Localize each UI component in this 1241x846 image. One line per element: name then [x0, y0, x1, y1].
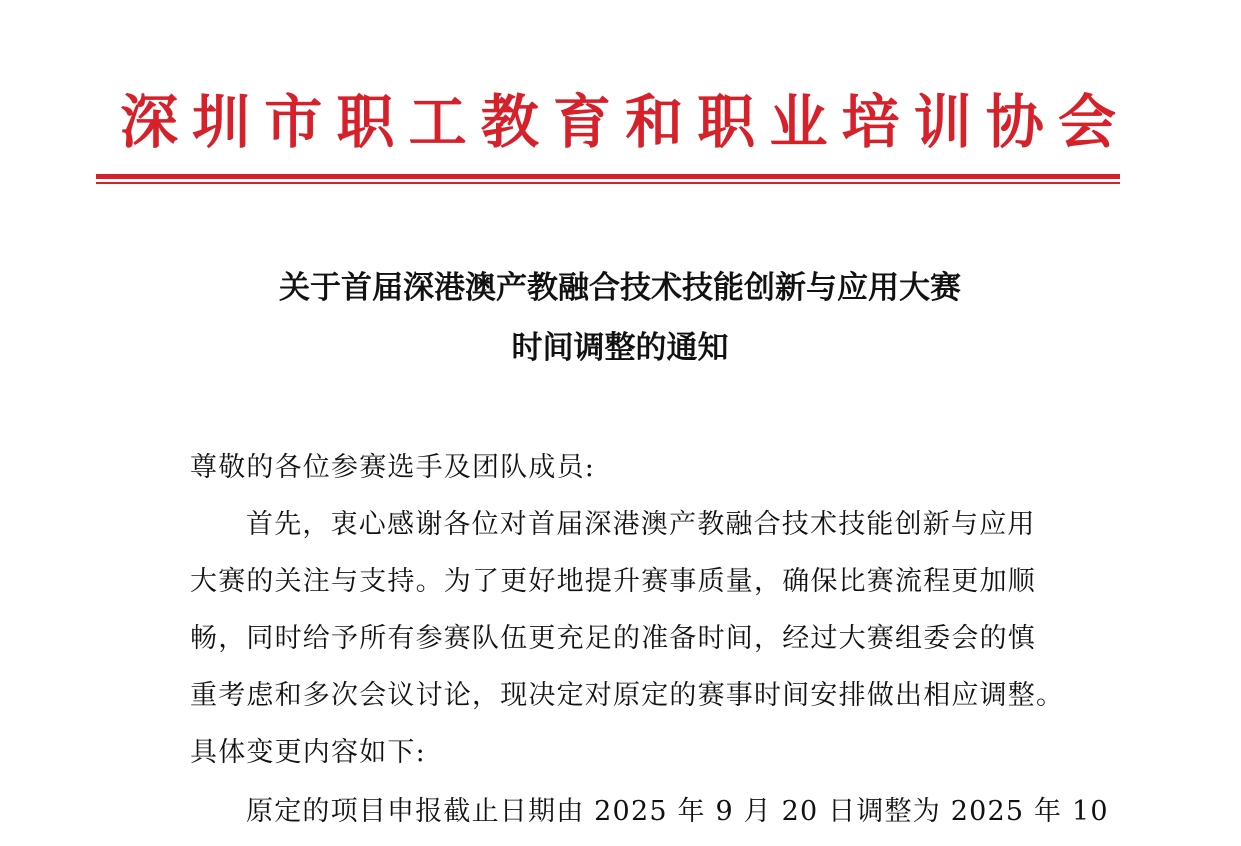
body-line-5: 具体变更内容如下:	[190, 737, 426, 768]
notice-title-line-2: 时间调整的通知	[511, 330, 729, 366]
body-line-6: 原定的项目申报截止日期由 2025 年 9 月 20 日调整为 2025 年 10	[246, 796, 1109, 827]
body-line-2: 大赛的关注与支持。为了更好地提升赛事质量，确保比赛流程更加顺	[190, 566, 1036, 597]
salutation: 尊敬的各位参赛选手及团队成员:	[190, 452, 596, 483]
letterhead-rule-thick	[96, 174, 1120, 179]
body-line-1: 首先，衷心感谢各位对首届深港澳产教融合技术技能创新与应用	[246, 509, 1036, 540]
body-line-4: 重考虑和多次会议讨论，现决定对原定的赛事时间安排做出相应调整。	[190, 680, 1065, 711]
body-line-3: 畅，同时给予所有参赛队伍更充足的准备时间，经过大赛组委会的慎	[190, 623, 1036, 654]
letterhead-rule-thin	[96, 182, 1120, 184]
letterhead-title: 深圳市职工教育和职业培训协会	[120, 88, 1120, 156]
notice-title-line-1: 关于首届深港澳产教融合技术技能创新与应用大赛	[279, 270, 961, 306]
